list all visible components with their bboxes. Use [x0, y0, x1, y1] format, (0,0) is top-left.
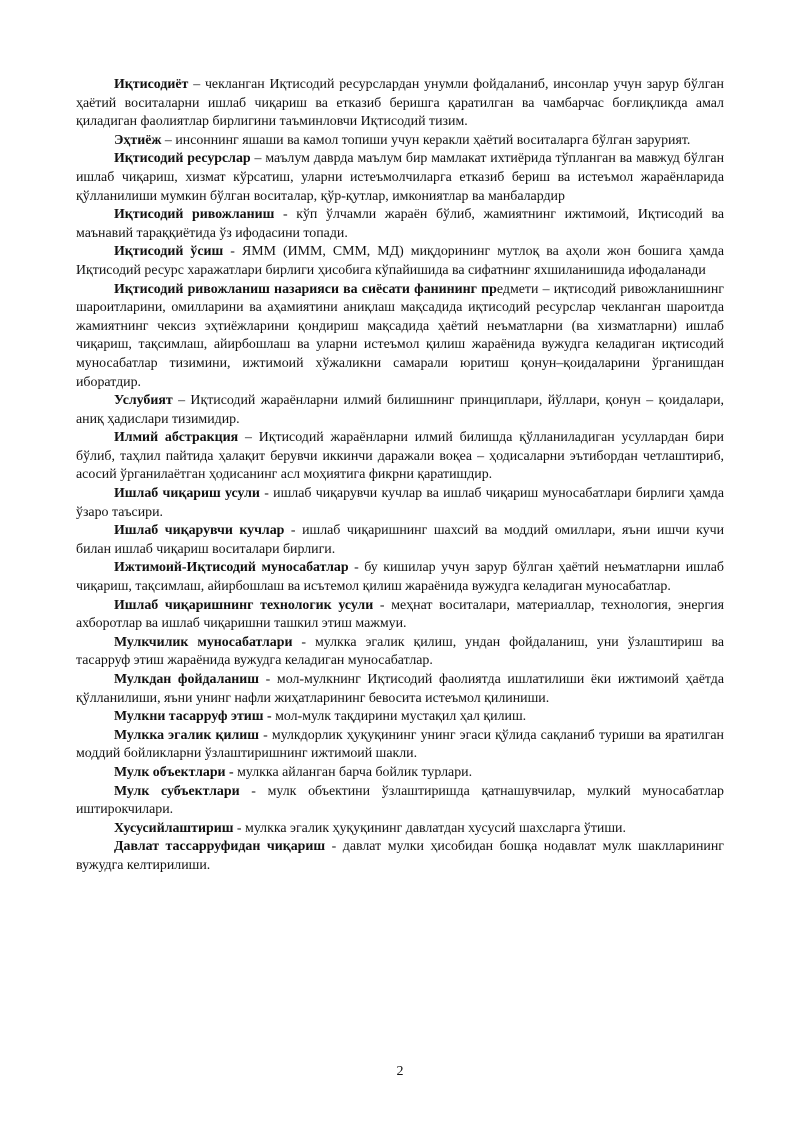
- glossary-definition: – Иқтисодий жараёнларни илмий билишнинг принциплари, йўллари, қонун – қоидалари, аниқ ҳадислари тизимидир.: [76, 393, 724, 427]
- glossary-entry: [76, 820, 724, 839]
- glossary-term: Иқтисодий ривожланиш: [114, 207, 275, 223]
- glossary-term: Давлат тассарруфидан чиқариш: [114, 839, 326, 855]
- glossary-term: Мулк субъектлари: [114, 783, 240, 799]
- glossary-page: [76, 76, 724, 876]
- glossary-term: Мулкка эгалик қилиш: [114, 727, 260, 743]
- glossary-entry: [76, 429, 724, 485]
- glossary-term: Мулк объектлари -: [114, 764, 234, 780]
- glossary-entry: [76, 132, 724, 151]
- glossary-definition: мулкка айланган барча бойлик турлари.: [233, 764, 473, 780]
- page-number: 2: [396, 1064, 404, 1079]
- glossary-entry: [76, 671, 724, 708]
- glossary-entry: [76, 708, 724, 727]
- glossary-term: Иқтисодий ривожланиш назарияси ва сиёсати фанининг пр: [114, 281, 497, 297]
- glossary-term: Иқтисодий ресурслар: [114, 151, 251, 167]
- glossary-definition: - мулкка эгалик қилиш, ундан фойдаланиш, уни ўзлаштириш ва тасарруф этиш жараёнида вужудга келадиган муносабатлар.: [76, 634, 724, 669]
- glossary-term: Мулкни тасарруф этиш -: [114, 709, 272, 725]
- glossary-entry: [76, 764, 724, 783]
- glossary-entry: [76, 392, 724, 429]
- glossary-term: Ишлаб чиқаришнинг технологик усули: [114, 597, 374, 613]
- glossary-term: Ишлаб чиқарувчи кучлар: [114, 523, 285, 539]
- glossary-entry: [76, 634, 724, 671]
- glossary-term: Иқтисодиёт: [114, 77, 189, 92]
- glossary-definition: – чекланган Иқтисодий ресурслардан унумли фойдаланиб, инсонлар учун зарур бўлган ҳаётий воситаларни ишлаб чиқариш ва етказиб беришга қаратилган ва чамбарчас боғлиқликда амал қиладиган фаолиятлар бирлигини таъминловчи Иқтисодий тизим.: [76, 77, 724, 130]
- glossary-entry: [76, 597, 724, 634]
- glossary-definition: мол-мулк тақдирини мустақил ҳал қилиш.: [271, 709, 527, 725]
- glossary-definition: - мулкдорлик ҳуқуқининг унинг эгаси қўлида сақланиб туриши ва яратилган моддий бойликларни ўзлаштиришнинг ижтимоий шакли.: [76, 727, 724, 762]
- glossary-definition: - ишлаб чиқаришнинг шахсий ва моддий омиллари, яъни ишчи кучи билан ишлаб чиқариш воситалари бирлиги.: [76, 523, 725, 557]
- glossary-term: Ишлаб чиқариш усули: [114, 486, 260, 502]
- glossary-term: Хусусийлаштириш: [114, 820, 234, 836]
- glossary-entry: [76, 243, 724, 280]
- glossary-definition: – инсоннинг яшаши ва камол топиши учун керакли ҳаётий воситаларга бўлган зарурият.: [161, 132, 691, 148]
- glossary-definition: – Иқтисодий жараёнларни илмий билишда қўлланиладиган усуллардан бири бўлиб, таҳлил пайтида ҳалақит берувчи иккинчи даражали воқеа – ҳодисаларни эътибордан четлаштириб, асосий ўрганилаётган ҳодисанинг асл моҳиятига фикрни қаратишдир.: [76, 430, 724, 483]
- glossary-entry: [76, 522, 724, 559]
- glossary-entry: [76, 727, 724, 764]
- glossary-term: Эҳтиёж: [114, 132, 162, 148]
- glossary-entry: [76, 206, 724, 243]
- glossary-term: Услубият: [114, 393, 173, 409]
- glossary-definition: - кўп ўлчамли жараён бўлиб, жамиятнинг ижтимоий, Иқтисодий ва маънавий тараққиётида ўз ифодасини топади.: [76, 207, 724, 241]
- glossary-term: Мулкдан фойдаланиш: [114, 672, 260, 687]
- glossary-definition: - мулк объектини ўзлаштиришда қатнашувчилар, мулкий муносабатлар иштирокчилари.: [76, 783, 724, 818]
- glossary-term: Мулкчилик муносабатлари: [114, 634, 293, 650]
- glossary-definition: - меҳнат воситалари, материаллар, технология, энергия ахборотлар ва ишлаб чиқаришни ташкил этиш мажмуи.: [76, 597, 724, 632]
- glossary-definition: – маълум даврда маълум бир мамлакат ихтиёрида тўпланган ва мавжуд бўлган ишлаб чиқариш, хизмат кўрсатиш, уларни истеъмолчиларга етказиб бериш ва истеъмол жараёнларида қўлланилиши мумкин бўлган воситалар, қўр-қутлар, имкониятлар ва манбалардир: [76, 151, 724, 204]
- glossary-definition: - ЯММ (ИММ, СММ, МД) миқдорининг мутлоқ ва аҳоли жон бошига ҳамда Иқтисодий ресурс харажатлари бирлиги ҳисобига кўпайишида ва сифатнинг яхшиланишида ифодаланади: [76, 244, 724, 278]
- glossary-entry: [76, 783, 724, 820]
- glossary-entry: [76, 838, 724, 875]
- glossary-definition: - мулкка эгалик ҳуқуқининг давлатдан хусусий шахсларга ўтиши.: [233, 820, 626, 836]
- glossary-definition: - мол-мулкнинг Иқтисодий фаолиятда ишлатилиши ёки ижтимоий ҳаётда қўлланилиши, яъни унинг нафли жиҳатларининг бевосита истеъмол қилиниши.: [76, 672, 724, 706]
- glossary-definition: - бу кишилар учун зарур бўлган ҳаётий неъматларни ишлаб чиқариш, тақсимлаш, айирбошлаш ва исътемол қилиш жараёнида вужудга келадиган муносабатлар.: [76, 560, 724, 595]
- glossary-term: Ижтимоий-Иқтисодий муносабатлар: [114, 560, 349, 576]
- glossary-entry: [76, 150, 724, 206]
- glossary-entry: [76, 485, 724, 522]
- glossary-definition: - давлат мулки ҳисобидан бошқа нодавлат мулк шаклларининг вужудга келтирилиши.: [76, 839, 724, 873]
- glossary-entry: [76, 76, 724, 132]
- glossary-definition: едмети – иқтисодий ривожланишнинг шароитларини, омилларини ва аҳамиятини аниқлаш мақсадида иқтисодий ресурслар чекланган шароитда жамиятнинг чексиз эҳтиёжларини қондириш мақсадида ҳаётий неъматларни (ва хизматларни) ишлаб чиқариш, тақсимлаш, айирбошлаш ва уларни истеъмол қилиш жараёнида вужудга келадиган иқтисодий муносабатлар тизимини, ижтимоий хўжаликни самарали юритиш қонун–қоидаларини ўрганишдан иборатдир.: [76, 281, 724, 390]
- glossary-definition: - ишлаб чиқарувчи кучлар ва ишлаб чиқариш муносабатлари бирлиги ҳамда ўзаро таъсири.: [76, 486, 724, 520]
- glossary-entry: [76, 559, 724, 596]
- glossary-entry: [76, 281, 724, 393]
- glossary-term: Илмий абстракция: [114, 430, 239, 446]
- glossary-term: Иқтисодий ўсиш: [114, 244, 224, 260]
